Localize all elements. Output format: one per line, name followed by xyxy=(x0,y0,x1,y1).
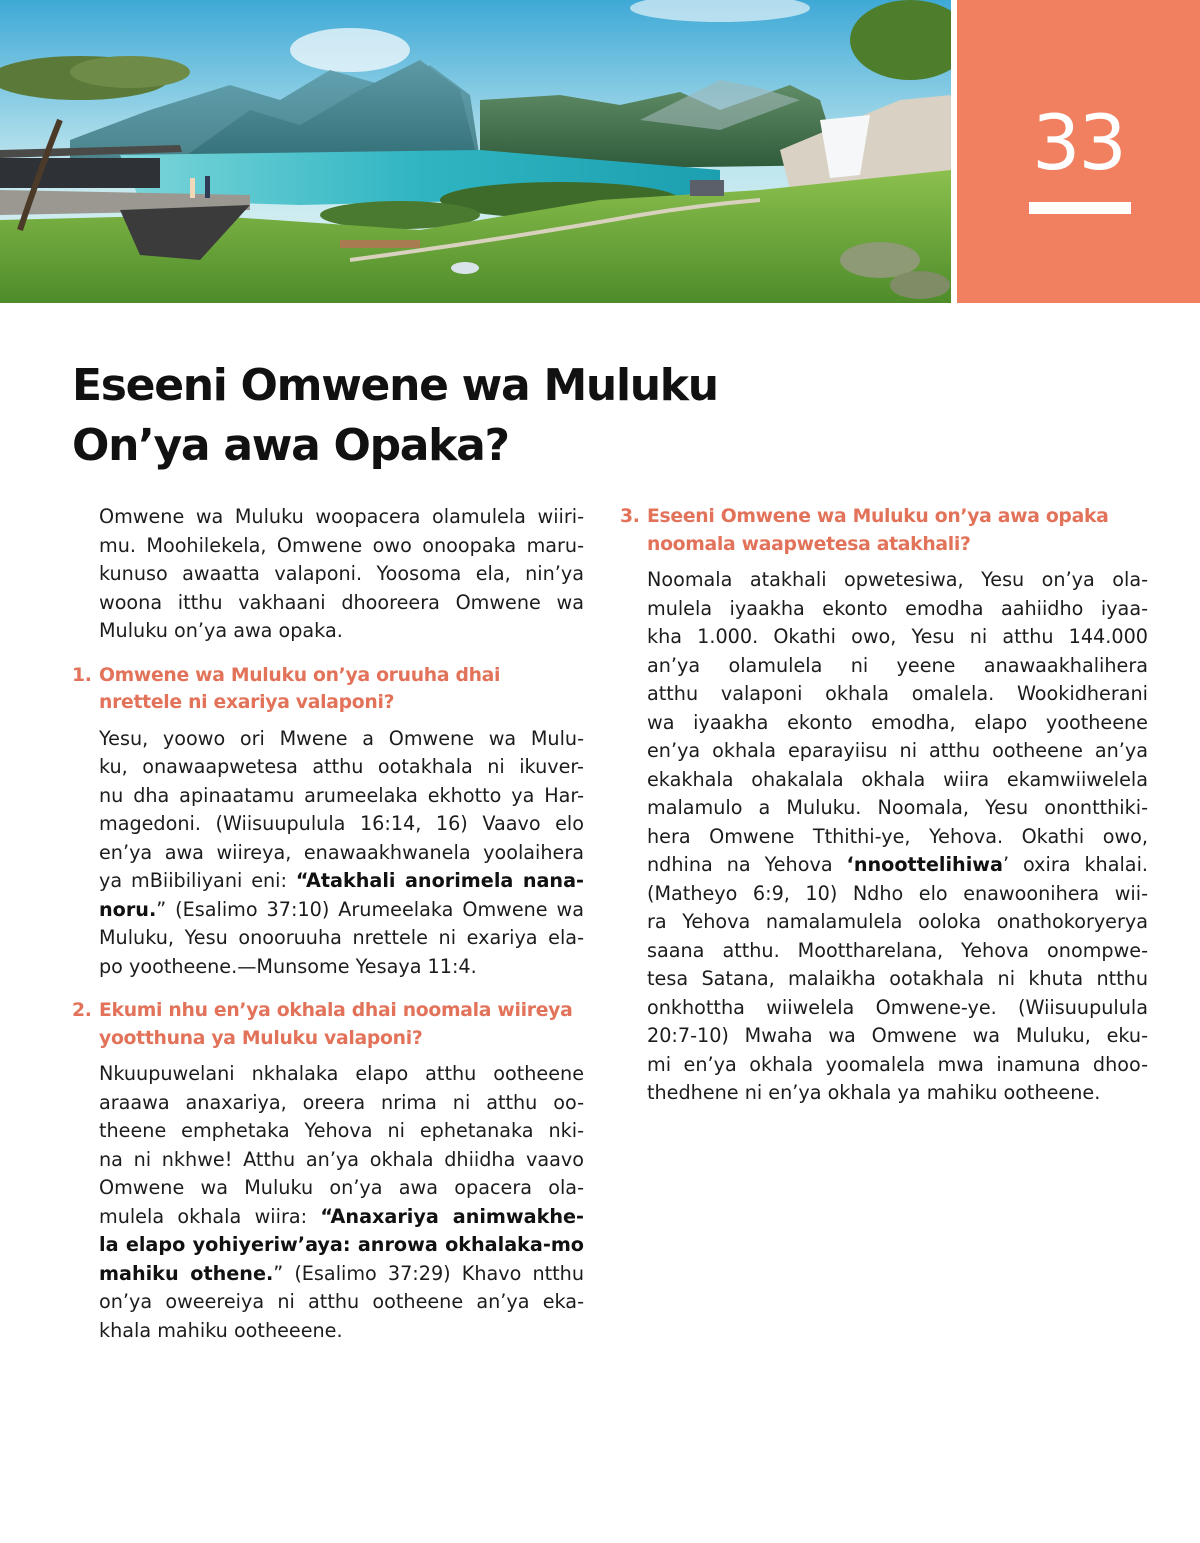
lesson-number-underline xyxy=(1029,202,1131,214)
section-1 xyxy=(72,662,584,982)
text-run: malamulo a Muluku. Noomala, Yesu onontthiki- xyxy=(647,796,1148,819)
text-line xyxy=(99,1317,584,1346)
right-column xyxy=(620,503,1148,1108)
text-line xyxy=(647,994,1148,1023)
scripture-quote: “Anaxariya animwakhe- xyxy=(320,1204,585,1228)
text-line xyxy=(99,953,584,982)
text-line xyxy=(647,737,1148,766)
intro-paragraph xyxy=(72,503,584,646)
text-line xyxy=(99,1060,584,1089)
page-title-line: Eseeni Omwene wa Muluku xyxy=(72,360,718,411)
text-line xyxy=(99,1174,584,1203)
text-line xyxy=(99,1117,584,1146)
text-run: mulela iyaakha ekonto emodha aahiidho iyaa- xyxy=(647,596,1148,620)
text-line xyxy=(99,896,584,925)
answer-paragraph xyxy=(72,1060,584,1345)
scripture-quote: mahiku othene. xyxy=(99,1261,274,1285)
text-run: ku, onawaapwetesa atthu ootakhala ni ikuver- xyxy=(99,755,584,778)
text-run: po yootheene.—Munsome Yesaya 11:4. xyxy=(99,954,477,978)
question-line: Omwene wa Muluku on’ya oruuha dhai xyxy=(99,664,501,686)
text-line xyxy=(647,766,1148,795)
question-heading xyxy=(72,662,584,717)
text-line: Muluku on’ya awa opaka. xyxy=(99,619,343,642)
text-line: kunuso awaatta valaponi. Yoosoma ela, nin’ya xyxy=(99,562,584,585)
text-line xyxy=(647,908,1148,937)
question-line: nrettele ni exariya valaponi? xyxy=(99,692,395,713)
text-line xyxy=(99,1231,584,1260)
text-run: araawa anaxariya, oreera nrima ni atthu oo- xyxy=(99,1090,584,1114)
answer-paragraph xyxy=(72,725,584,982)
left-column xyxy=(72,503,584,1345)
question-number: 3. xyxy=(620,506,640,527)
text-line xyxy=(99,1146,584,1175)
text-run: Yesu, yoowo ori Mwene a Omwene wa Mulu- xyxy=(99,726,584,750)
page-title xyxy=(72,356,832,476)
text-line: mu. Moohilekela, Omwene owo onoopaka maru- xyxy=(99,533,584,557)
text-line xyxy=(99,753,584,782)
question-line: Eseeni Omwene wa Muluku on’ya awa opaka xyxy=(647,506,1109,527)
text-run: en’ya okhala eparayiisu ni atthu ootheene an’ya xyxy=(647,739,1148,762)
question-heading xyxy=(72,997,584,1052)
text-line xyxy=(647,623,1148,652)
question-heading xyxy=(620,503,1148,558)
section-3 xyxy=(620,503,1148,1108)
question-number: 1. xyxy=(72,664,92,686)
text-run: Omwene wa Muluku on’ya awa opacera ola- xyxy=(99,1176,584,1199)
text-run: Muluku, Yesu onooruuha nrettele ni exariya ela- xyxy=(99,926,584,949)
text-run: 20:7-10) Mwaha wa Omwene wa Muluku, eku- xyxy=(647,1024,1148,1047)
text-run: hera Omwene Tthithi-ye, Yehova. Okathi owo, xyxy=(647,824,1148,848)
text-line xyxy=(99,1288,584,1317)
text-line xyxy=(647,880,1148,909)
scripture-quote: la elapo yohiyeriw’aya: anrowa okhalaka-mo xyxy=(99,1233,584,1256)
text-run: onkhottha wiiwelela Omwene-ye. (Wiisuupulula xyxy=(647,995,1148,1019)
question-number: 2. xyxy=(72,1000,92,1021)
text-line xyxy=(647,937,1148,966)
text-line xyxy=(647,595,1148,624)
text-run: atthu valaponi okhala omalela. Wookidherani xyxy=(647,682,1148,705)
text-run: en’ya awa wiireya, enawaakhwanela yoolaihera xyxy=(99,840,584,864)
text-run: magedoni. (Wiisuupulula 16:14, 16) Vaavo elo xyxy=(99,812,584,835)
section-2 xyxy=(72,997,584,1345)
text-line xyxy=(647,794,1148,823)
text-run: ” (Esalimo 37:10) Arumeelaka Omwene wa xyxy=(156,897,584,921)
text-run: khala mahiku ootheeene. xyxy=(99,1318,343,1342)
text-line xyxy=(99,725,584,754)
text-run: ekakhala ohakalala okhala wiira ekamwiiwelela xyxy=(647,767,1148,791)
page-title-line: On’ya awa Opaka? xyxy=(72,420,509,471)
text-line xyxy=(647,652,1148,681)
question-line: Ekumi nhu en’ya okhala dhai noomala wiireya xyxy=(99,1000,573,1021)
text-line xyxy=(647,823,1148,852)
text-line xyxy=(647,709,1148,738)
text-run: kha 1.000. Okathi owo, Yesu ni atthu 144.000 xyxy=(647,625,1148,648)
scripture-quote: noru. xyxy=(99,897,157,921)
text-run: ndhina na Yehova xyxy=(647,853,847,876)
answer-paragraph xyxy=(620,566,1148,1108)
paradise-landscape-illustration xyxy=(0,0,951,303)
scripture-quote: “Atakhali anorimela nana- xyxy=(295,869,585,892)
text-run: nu dha apinaatamu arumeelaka ekhotto ya Har- xyxy=(99,783,584,807)
question-line: noomala waapwetesa atakhali? xyxy=(647,533,971,555)
text-line xyxy=(647,1051,1148,1080)
hero-image xyxy=(0,0,951,303)
text-line xyxy=(99,1260,584,1289)
lesson-number-block xyxy=(957,0,1200,303)
question-line: yootthuna ya Muluku valaponi? xyxy=(99,1027,423,1049)
text-run: Noomala atakhali opwetesiwa, Yesu on’ya ola- xyxy=(647,568,1148,591)
text-run: tesa Satana, malaikha ootakhala ni khuta ntthu xyxy=(647,967,1148,990)
lesson-number: 33 xyxy=(1032,98,1125,187)
text-run: mulela okhala wiira: xyxy=(99,1204,321,1228)
text-line: Omwene wa Muluku woopacera olamulela wiiri- xyxy=(99,505,584,528)
text-line xyxy=(647,851,1148,880)
text-line xyxy=(99,782,584,811)
text-run: ya mBiibiliyani eni: xyxy=(99,869,296,892)
scripture-quote: ‘nnoottelihiwa xyxy=(846,853,1003,876)
text-line xyxy=(99,1089,584,1118)
text-line: woona itthu vakhaani dhooreera Omwene wa xyxy=(99,590,584,614)
text-run: (Matheyo 6:9, 10) Ndho elo enawoonihera wii- xyxy=(647,881,1148,905)
text-run: na ni nkhwe! Atthu an’ya okhala dhiidha vaavo xyxy=(99,1147,584,1171)
text-line xyxy=(647,965,1148,994)
text-run: an’ya olamulela ni yeene anawaakhalihera xyxy=(647,653,1148,677)
text-run: wa iyaakha ekonto emodha, elapo yootheene xyxy=(647,710,1148,734)
text-run: saana atthu. Moottharelana, Yehova onompwe- xyxy=(647,938,1148,962)
text-run: thedhene ni en’ya okhala ya mahiku ootheene. xyxy=(647,1081,1101,1104)
text-line xyxy=(99,810,584,839)
text-line xyxy=(99,867,584,896)
text-line xyxy=(647,1022,1148,1051)
text-line xyxy=(647,1079,1148,1108)
text-line xyxy=(99,839,584,868)
text-run: Nkuupuwelani nkhalaka elapo atthu ootheene xyxy=(99,1062,584,1085)
text-run: ” (Esalimo 37:29) Khavo ntthu xyxy=(273,1261,584,1285)
text-run: ’ oxira khalai. xyxy=(1002,853,1148,876)
text-run: mi en’ya okhala yoomalela mwa inamuna dhoo- xyxy=(647,1052,1148,1076)
text-line xyxy=(647,680,1148,709)
text-line xyxy=(99,1203,584,1232)
text-run: on’ya oweereiya ni atthu ootheene an’ya eka- xyxy=(99,1290,584,1313)
text-run: ra Yehova namalamulela ooloka onathokoryerya xyxy=(647,910,1148,933)
text-line xyxy=(99,924,584,953)
text-run: theene emphetaka Yehova ni ephetanaka nki- xyxy=(99,1119,584,1142)
text-line xyxy=(647,566,1148,595)
